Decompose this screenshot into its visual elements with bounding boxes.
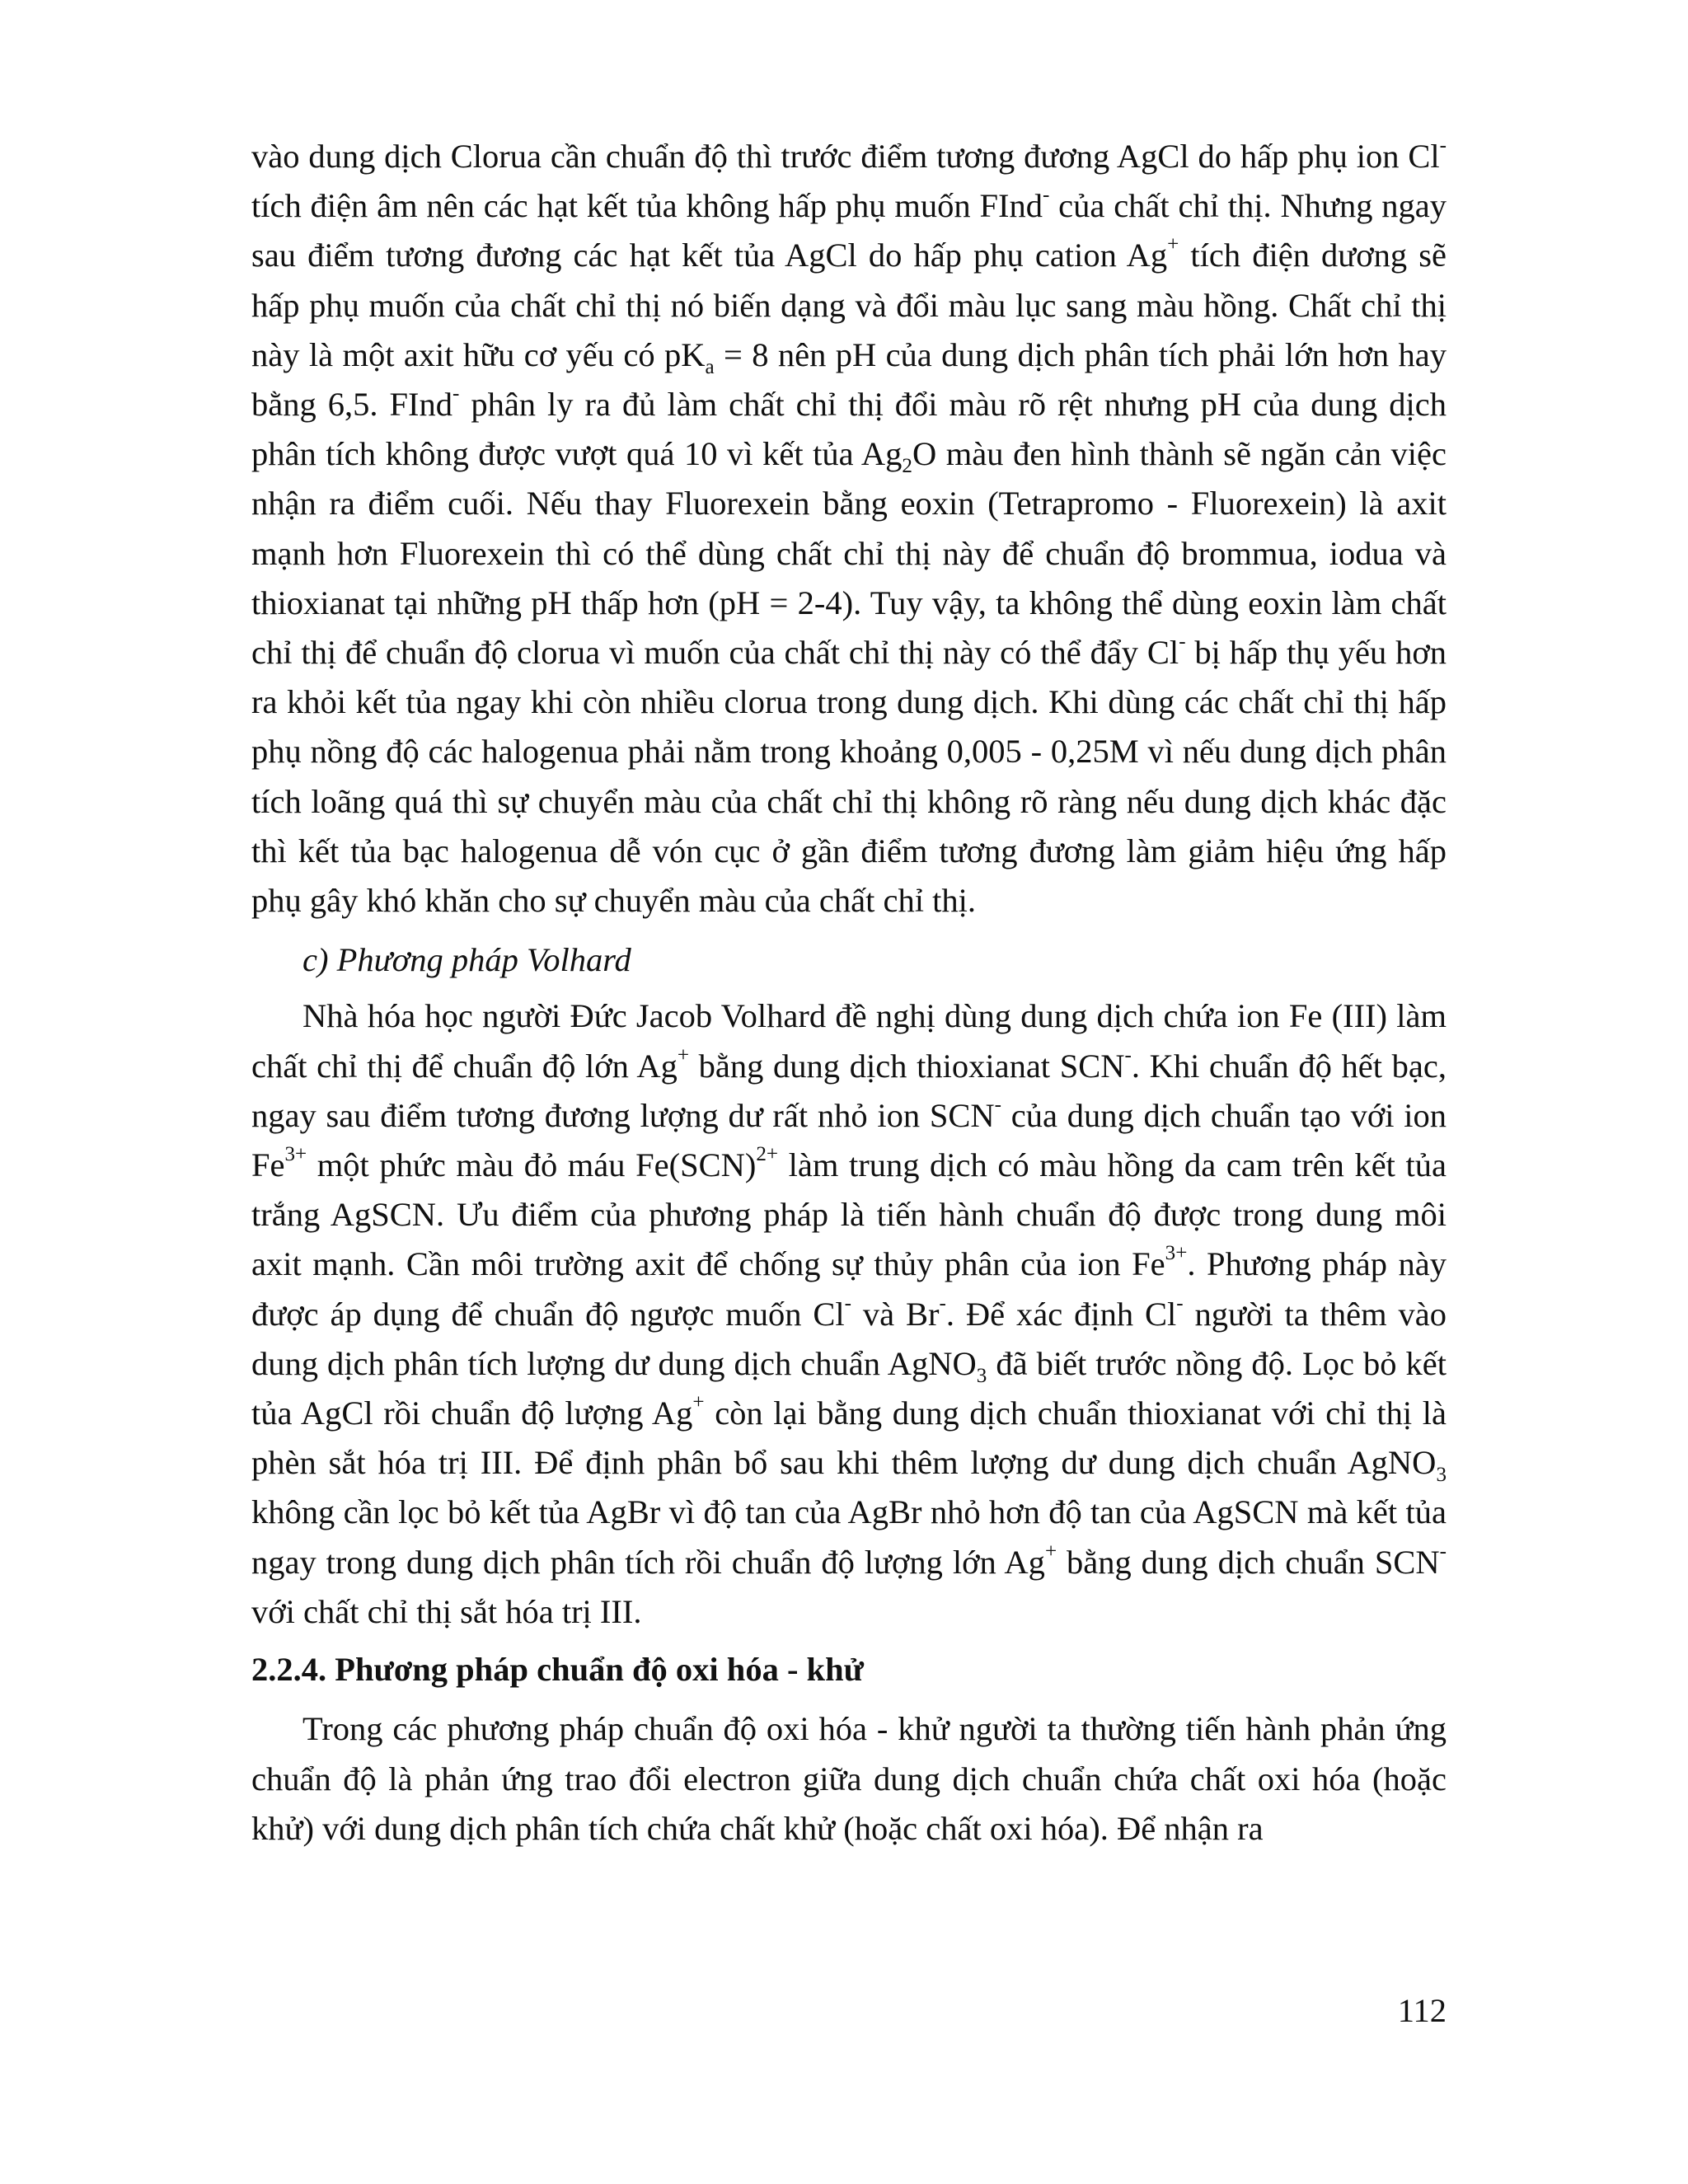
paragraph-adsorption-indicator: vào dung dịch Clorua cần chuẩn độ thì trước điểm tương đương AgCl do hấp phụ ion Cl- tích điện âm nên các hạt kết tủa không hấp phụ muốn FInd- của chất chỉ thị. Nhưng ngay sau điểm tương đương các hạt kết tủa AgCl do hấp phụ cation Ag+ tích điện dương sẽ hấp phụ muốn của chất chỉ thị nó biến dạng và đổi màu lục sang màu hồng. Chất chỉ thị này là một axit hữu cơ yếu có $pK_a = 8$ nên pH của dung dịch phân tích phải lớn hơn hay bằng 6,5. FInd- phân ly ra đủ làm chất chỉ thị đổi màu rõ rệt nhưng pH của dung dịch phân tích không được vượt quá 10 vì kết tủa $Ag_2O$ màu đen hình thành sẽ ngăn cản việc nhận ra điểm cuối. Nếu thay Fluorexein bằng eoxin (Tetrapromo - Fluorexein) là axit mạnh hơn Fluorexein thì có thể dùng chất chỉ thị này để chuẩn độ brommua, iodua và thioxianat tại những pH thấp hơn (pH = 2-4). Tuy vậy, ta không thể dùng eoxin làm chất chỉ thị để chuẩn độ clorua vì muốn của chất chỉ thị này có thể đẩy Cl- bị hấp thụ yếu hơn ra khỏi kết tủa ngay khi còn nhiều clorua trong dung dịch. Khi dùng các chất chỉ thị hấp phụ nồng độ các halogenua phải nằm trong khoảng 0,005 - 0,25M vì nếu dung dịch phân tích loãng quá thì sự chuyển màu của chất chỉ thị không rõ ràng nếu dung dịch khác đặc thì kết tủa bạc halogenua dễ vón cục ở gần điểm tương đương làm giảm hiệu ứng hấp phụ gây khó khăn cho sự chuyển màu của chất chỉ thị. (251, 134, 1447, 920)
paragraph-volhard: Nhà hóa học người Đức Jacob Volhard đề nghị dùng dung dịch chứa ion Fe (III) làm chất chỉ thị để chuẩn độ lớn Ag+ bằng dung dịch thioxianat SCN-. Khi chuẩn độ hết bạc, ngay sau điểm tương đương lượng dư rất nhỏ ion SCN- của dung dịch chuẩn tạo với ion $Fe^{3+}$ một phức màu đỏ máu Fe(SCN)$^{2+}$ làm trung dịch có màu hồng da cam trên kết tủa trắng AgSCN. Ưu điểm của phương pháp là tiến hành chuẩn độ được trong dung môi axit mạnh. Cần môi trường axit để chống sự thủy phân của ion $Fe^{3+}$. Phương pháp này được áp dụng để chuẩn độ ngược muốn Cl- và Br-. Để xác định Cl- người ta thêm vào dung dịch phân tích lượng dư dung dịch chuẩn AgNO$_3$ đã biết trước nồng độ. Lọc bỏ kết tủa AgCl rồi chuẩn độ lượng Ag+ còn lại bằng dung dịch chuẩn thioxianat với chỉ thị là phèn sắt hóa trị III. Để định phân bổ sau khi thêm lượng dư dung dịch chuẩn AgNO$_3$ không cần lọc bỏ kết tủa AgBr vì độ tan của AgBr nhỏ hơn độ tan của AgSCN mà kết tủa ngay trong dung dịch phân tích rồi chuẩn độ lượng lớn Ag+ bằng dung dịch chuẩn SCN- với chất chỉ thị sắt hóa trị III. (251, 997, 1447, 1630)
section-heading-volhard: c) Phương pháp Volhard (302, 941, 631, 979)
paragraph-redox: Trong các phương pháp chuẩn độ oxi hóa - khử người ta thường tiến hành phản ứng chuẩn độ là phản ứng trao đổi electron giữa dung dịch chuẩn chứa chất oxi hóa (hoặc khử) với dung dịch phân tích chứa chất khử (hoặc chất oxi hóa). Để nhận ra (251, 1710, 1447, 1847)
page-number: 112 (1397, 1992, 1447, 2029)
section-heading-redox: 2.2.4. Phương pháp chuẩn độ oxi hóa - khử (251, 1651, 864, 1689)
page-content (251, 132, 1447, 1854)
